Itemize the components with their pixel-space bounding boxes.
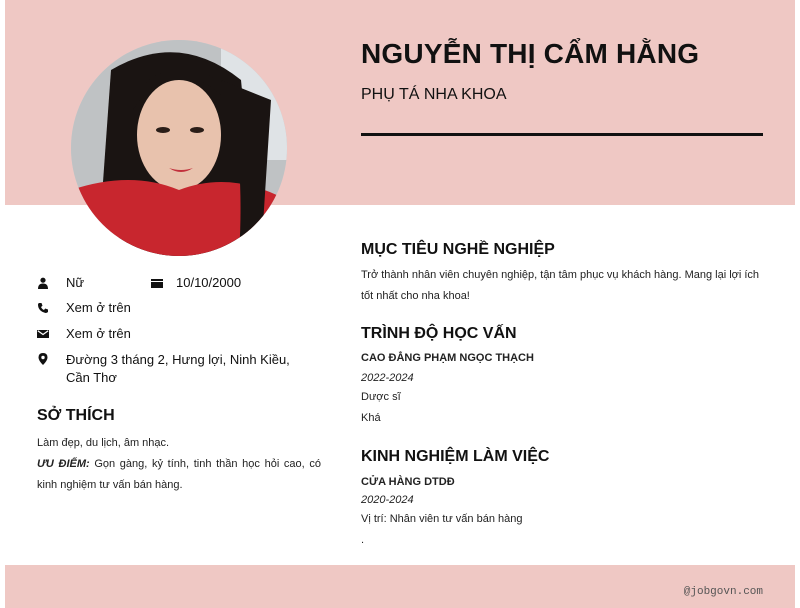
experience-heading: KINH NGHIỆM LÀM VIỆC — [361, 448, 550, 465]
hobbies-text: Làm đẹp, du lịch, âm nhạc. — [37, 437, 170, 449]
experience-company: CỬA HÀNG DTDĐ — [361, 476, 455, 488]
person-icon — [37, 277, 49, 289]
strengths-text — [37, 454, 321, 496]
education-years: 2022-2024 — [361, 372, 414, 384]
header-divider — [361, 133, 763, 136]
portrait-illustration — [71, 40, 287, 256]
address-value: Đường 3 tháng 2, Hưng lợi, Ninh Kiều, Cần Thơ — [66, 352, 290, 385]
gender-value: Nữ — [66, 275, 85, 290]
education-major: Dược sĩ — [361, 391, 401, 403]
experience-years: 2020-2024 — [361, 494, 414, 506]
education-heading: TRÌNH ĐỘ HỌC VẤN — [361, 325, 517, 342]
experience-detail: . — [361, 534, 365, 546]
phone-icon — [37, 302, 49, 314]
mail-icon — [37, 328, 49, 340]
experience-position: Vị trí: Nhân viên tư vấn bán hàng — [361, 513, 523, 525]
objective-heading: MỤC TIÊU NGHỀ NGHIỆP — [361, 241, 555, 258]
education-school: CAO ĐẲNG PHẠM NGỌC THẠCH — [361, 352, 534, 364]
hobbies-heading: SỞ THÍCH — [37, 407, 115, 424]
candidate-name: NGUYỄN THỊ CẨM HẰNG — [361, 38, 700, 69]
footer-band — [5, 565, 795, 608]
location-pin-icon — [37, 353, 49, 365]
email-value: Xem ở trên — [66, 326, 131, 341]
objective-text: Trở thành nhân viên chuyên nghiệp, tận tâm phục vụ khách hàng. Mang lại lợi ích tốt nhất cho nha khoa! — [361, 269, 760, 302]
hobbies-block — [37, 433, 321, 496]
strengths-body: Gọn gàng, kỷ tính, tinh thần học hỏi cao, có kinh nghiệm tư vấn bán hàng. — [37, 458, 321, 491]
phone-value: Xem ở trên — [66, 300, 131, 315]
profile-photo — [71, 40, 287, 256]
calendar-icon — [151, 277, 163, 289]
watermark: @jobgovn.com — [683, 586, 763, 598]
strengths-label: ƯU ĐIỂM: — [37, 458, 90, 470]
education-grade: Khá — [361, 412, 381, 424]
job-title: PHỤ TÁ NHA KHOA — [361, 86, 507, 103]
birthdate-value: 10/10/2000 — [176, 275, 242, 290]
